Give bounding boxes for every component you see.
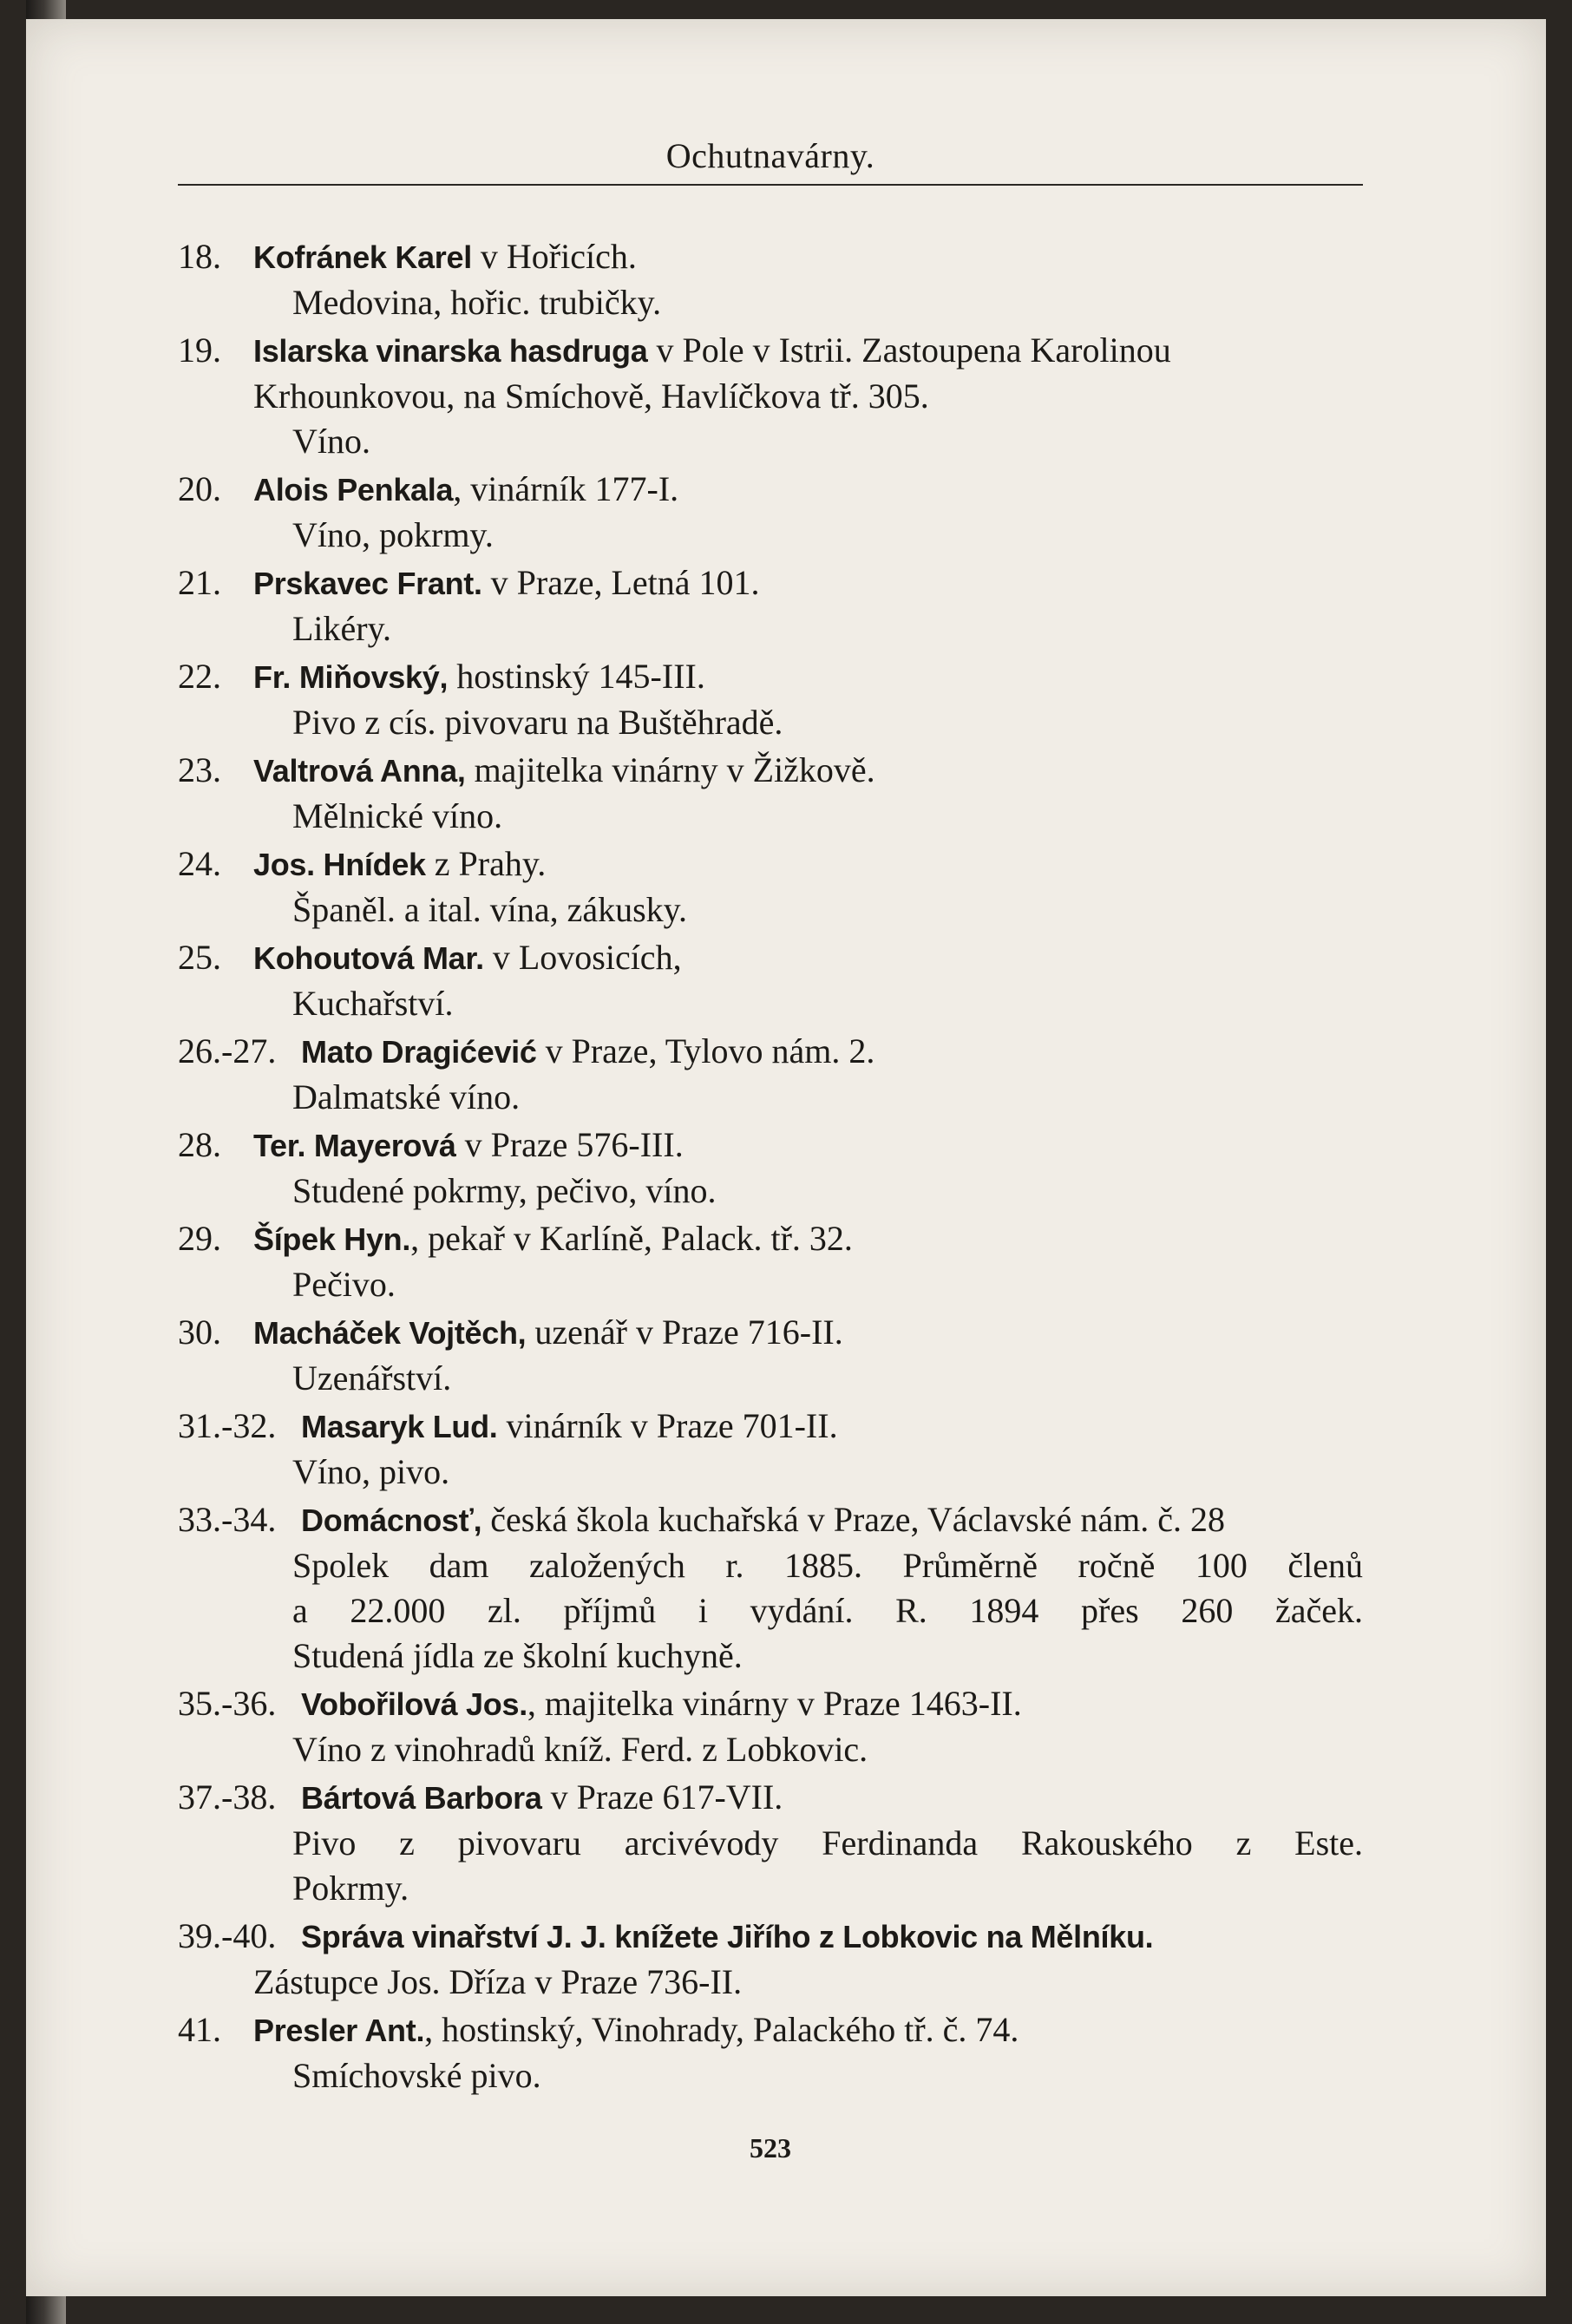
list-item [178,234,1363,325]
entry-heading [301,1404,838,1450]
list-item [178,2007,1363,2098]
entry-number: 21. [178,563,221,602]
entry-description: Likéry. [292,609,392,648]
exhibitor-name: Alois Penkala [253,472,454,507]
entry-description: Pivo z cís. pivovaru na Buštěhradě. [292,703,783,742]
entry-number: 23. [178,750,221,789]
entry-number: 41. [178,2010,221,2049]
entry-first-line [178,1775,1363,1821]
entry-description [178,1588,1363,1633]
exhibitor-address: , vinárník 177-I. [453,469,679,508]
entry-heading [253,1216,853,1262]
entry-description-text: Pivo z pivovaru arcivévody Ferdinanda Rakouského z Este. [292,1823,1363,1862]
exhibitor-address: česká škola kuchařská v Praze, Václavské nám. č. 28 [481,1500,1226,1539]
entry-first-line [178,1029,1363,1075]
exhibitor-address: v Praze 617-VII. [541,1777,783,1817]
list-item [178,1310,1363,1401]
list-item [178,467,1363,558]
list-item [178,935,1363,1026]
exhibitor-address: majitelka vinárny v Žižkově. [465,750,875,789]
exhibitor-address: uzenář v Praze 716-II. [526,1313,843,1352]
entry-first-line [178,654,1363,700]
entry-description: Víno z vinohradů kníž. Ferd. z Lobkovic. [292,1730,868,1769]
entry-first-line [178,234,1363,280]
entry-heading [253,234,637,280]
entry-number: 28. [178,1125,221,1164]
exhibitor-name: Vobořilová Jos. [301,1686,527,1722]
exhibitor-address: v Praze 576-III. [455,1125,684,1164]
exhibitor-address: , pekař v Karlíně, Palack. tř. 32. [410,1219,853,1258]
entry-description: Uzenářství. [292,1358,452,1398]
entry-number: 19. [178,331,221,370]
entry-heading [253,2007,1019,2053]
entry-number: 25. [178,938,221,977]
entry-description: Víno. [292,422,370,461]
exhibitor-name: Mato Dragićević [301,1034,537,1070]
exhibitor-address: v Praze, Letná 101. [481,563,760,602]
exhibitor-name: Presler Ant. [253,2013,425,2048]
entry-description: Mělnické víno. [292,796,503,835]
entry-first-line [178,935,1363,981]
entry-first-line [178,1216,1363,1262]
list-item [178,841,1363,933]
list-item [178,328,1363,464]
entry-number: 18. [178,237,221,276]
entry-heading [253,748,875,794]
entry-heading [253,560,760,606]
entry-heading [253,654,705,700]
exhibitor-name: Jos. Hnídek [253,847,426,882]
exhibitor-name: Valtrová Anna, [253,753,466,789]
exhibitor-address: v Pole v Istrii. Zastoupena Karolinou [647,331,1171,370]
entry-number: 20. [178,469,221,508]
header-rule [178,184,1363,186]
exhibitor-address: v Lovosicích, [483,938,682,977]
exhibitor-name: Bártová Barbora [301,1780,542,1816]
entry-first-line [178,1123,1363,1169]
entry-first-line [178,1404,1363,1450]
entry-heading [253,841,546,887]
list-item [178,1123,1363,1214]
list-item [178,1914,1363,2005]
entry-heading [301,1775,783,1821]
entry-first-line [178,748,1363,794]
entry-number: 30. [178,1313,221,1352]
exhibitor-name: Islarska vinarska hasdruga [253,333,648,369]
entry-heading [253,328,1171,374]
list-item [178,1775,1363,1911]
exhibitor-name: Domácnosť, [301,1502,482,1538]
entry-description: Studené pokrmy, pečivo, víno. [292,1171,717,1210]
entry-continuation: Zástupce Jos. Dříza v Praze 736-II. [253,1962,743,2001]
exhibitor-address: , majitelka vinárny v Praze 1463-II. [527,1684,1022,1723]
list-item [178,1681,1363,1772]
page-header-title: Ochutnavárny. [665,136,875,175]
entry-description: Víno, pokrmy. [292,515,494,554]
entry-first-line [178,1497,1363,1543]
entry-number: 31.-32. [178,1406,277,1445]
entry-description: Studená jídla ze školní kuchyně. [292,1636,743,1675]
entry-description: Dalmatské víno. [292,1077,521,1116]
exhibitor-name: Masaryk Lud. [301,1409,498,1444]
list-item [178,1216,1363,1307]
entry-first-line [178,328,1363,374]
entry-heading [301,1029,874,1075]
entry-description [178,1821,1363,1866]
entry-number: 33.-34. [178,1500,277,1539]
entry-description: Kuchařství. [292,984,454,1023]
entry-number: 39.-40. [178,1916,277,1955]
list-item [178,1029,1363,1120]
entry-heading [253,467,678,513]
entry-description: Pokrmy. [292,1869,409,1908]
entry-heading [253,1123,684,1169]
exhibitor-name: Ter. Mayerová [253,1128,456,1163]
exhibitor-name: Macháček Vojtěch, [253,1315,527,1351]
exhibitor-address: v Praze, Tylovo nám. 2. [536,1031,875,1070]
exhibitor-name: Fr. Miňovský, [253,659,449,695]
entry-first-line [178,1914,1363,1960]
entry-heading [253,1310,843,1356]
exhibitor-address: , hostinský, Vinohrady, Palackého tř. č. 74. [424,2010,1019,2049]
list-item [178,654,1363,745]
entry-description: Španěl. a ital. vína, zákusky. [292,890,688,929]
entry-number: 35.-36. [178,1684,277,1723]
entry-first-line [178,1310,1363,1356]
exhibitor-list [178,234,1363,2101]
entry-first-line [178,467,1363,513]
exhibitor-address: hostinský 145-III. [448,657,705,696]
entry-heading [301,1914,1153,1960]
page-number: 523 [750,2132,791,2164]
exhibitor-name: Kohoutová Mar. [253,940,484,976]
exhibitor-address: z Prahy. [425,844,547,883]
entry-heading [301,1681,1022,1727]
entry-number: 26.-27. [178,1031,277,1070]
exhibitor-name: Šípek Hyn. [253,1221,411,1257]
entry-number: 24. [178,844,221,883]
exhibitor-address: vinárník v Praze 701-II. [497,1406,838,1445]
entry-description-text: Spolek dam založených r. 1885. Průměrně ročně 100 členů [292,1546,1363,1585]
entry-heading [301,1497,1225,1543]
exhibitor-name: Kofránek Karel [253,239,472,275]
entry-heading [253,935,682,981]
entry-first-line [178,841,1363,887]
entry-description: Smíchovské pivo. [292,2056,541,2095]
entry-description: Víno, pivo. [292,1452,450,1491]
exhibitor-name: Správa vinařství J. J. knížete Jiřího z Lobkovic na Mělníku. [301,1919,1154,1954]
list-item [178,1497,1363,1679]
entry-number: 37.-38. [178,1777,277,1817]
exhibitor-name: Prskavec Frant. [253,566,482,601]
entry-description: Pečivo. [292,1265,396,1304]
list-item [178,560,1363,651]
entry-number: 22. [178,657,221,696]
entry-first-line [178,1681,1363,1727]
entry-description [178,1543,1363,1588]
entry-first-line [178,2007,1363,2053]
exhibitor-address: v Hořicích. [471,237,637,276]
entry-description-text: a 22.000 zl. příjmů i vydání. R. 1894 přes 260 žaček. [292,1591,1363,1630]
list-item [178,1404,1363,1495]
entry-description: Medovina, hořic. trubičky. [292,283,662,322]
entry-first-line [178,560,1363,606]
entry-continuation: Krhounkovou, na Smíchově, Havlíčkova tř. 305. [253,376,929,416]
list-item [178,748,1363,839]
entry-number: 29. [178,1219,221,1258]
